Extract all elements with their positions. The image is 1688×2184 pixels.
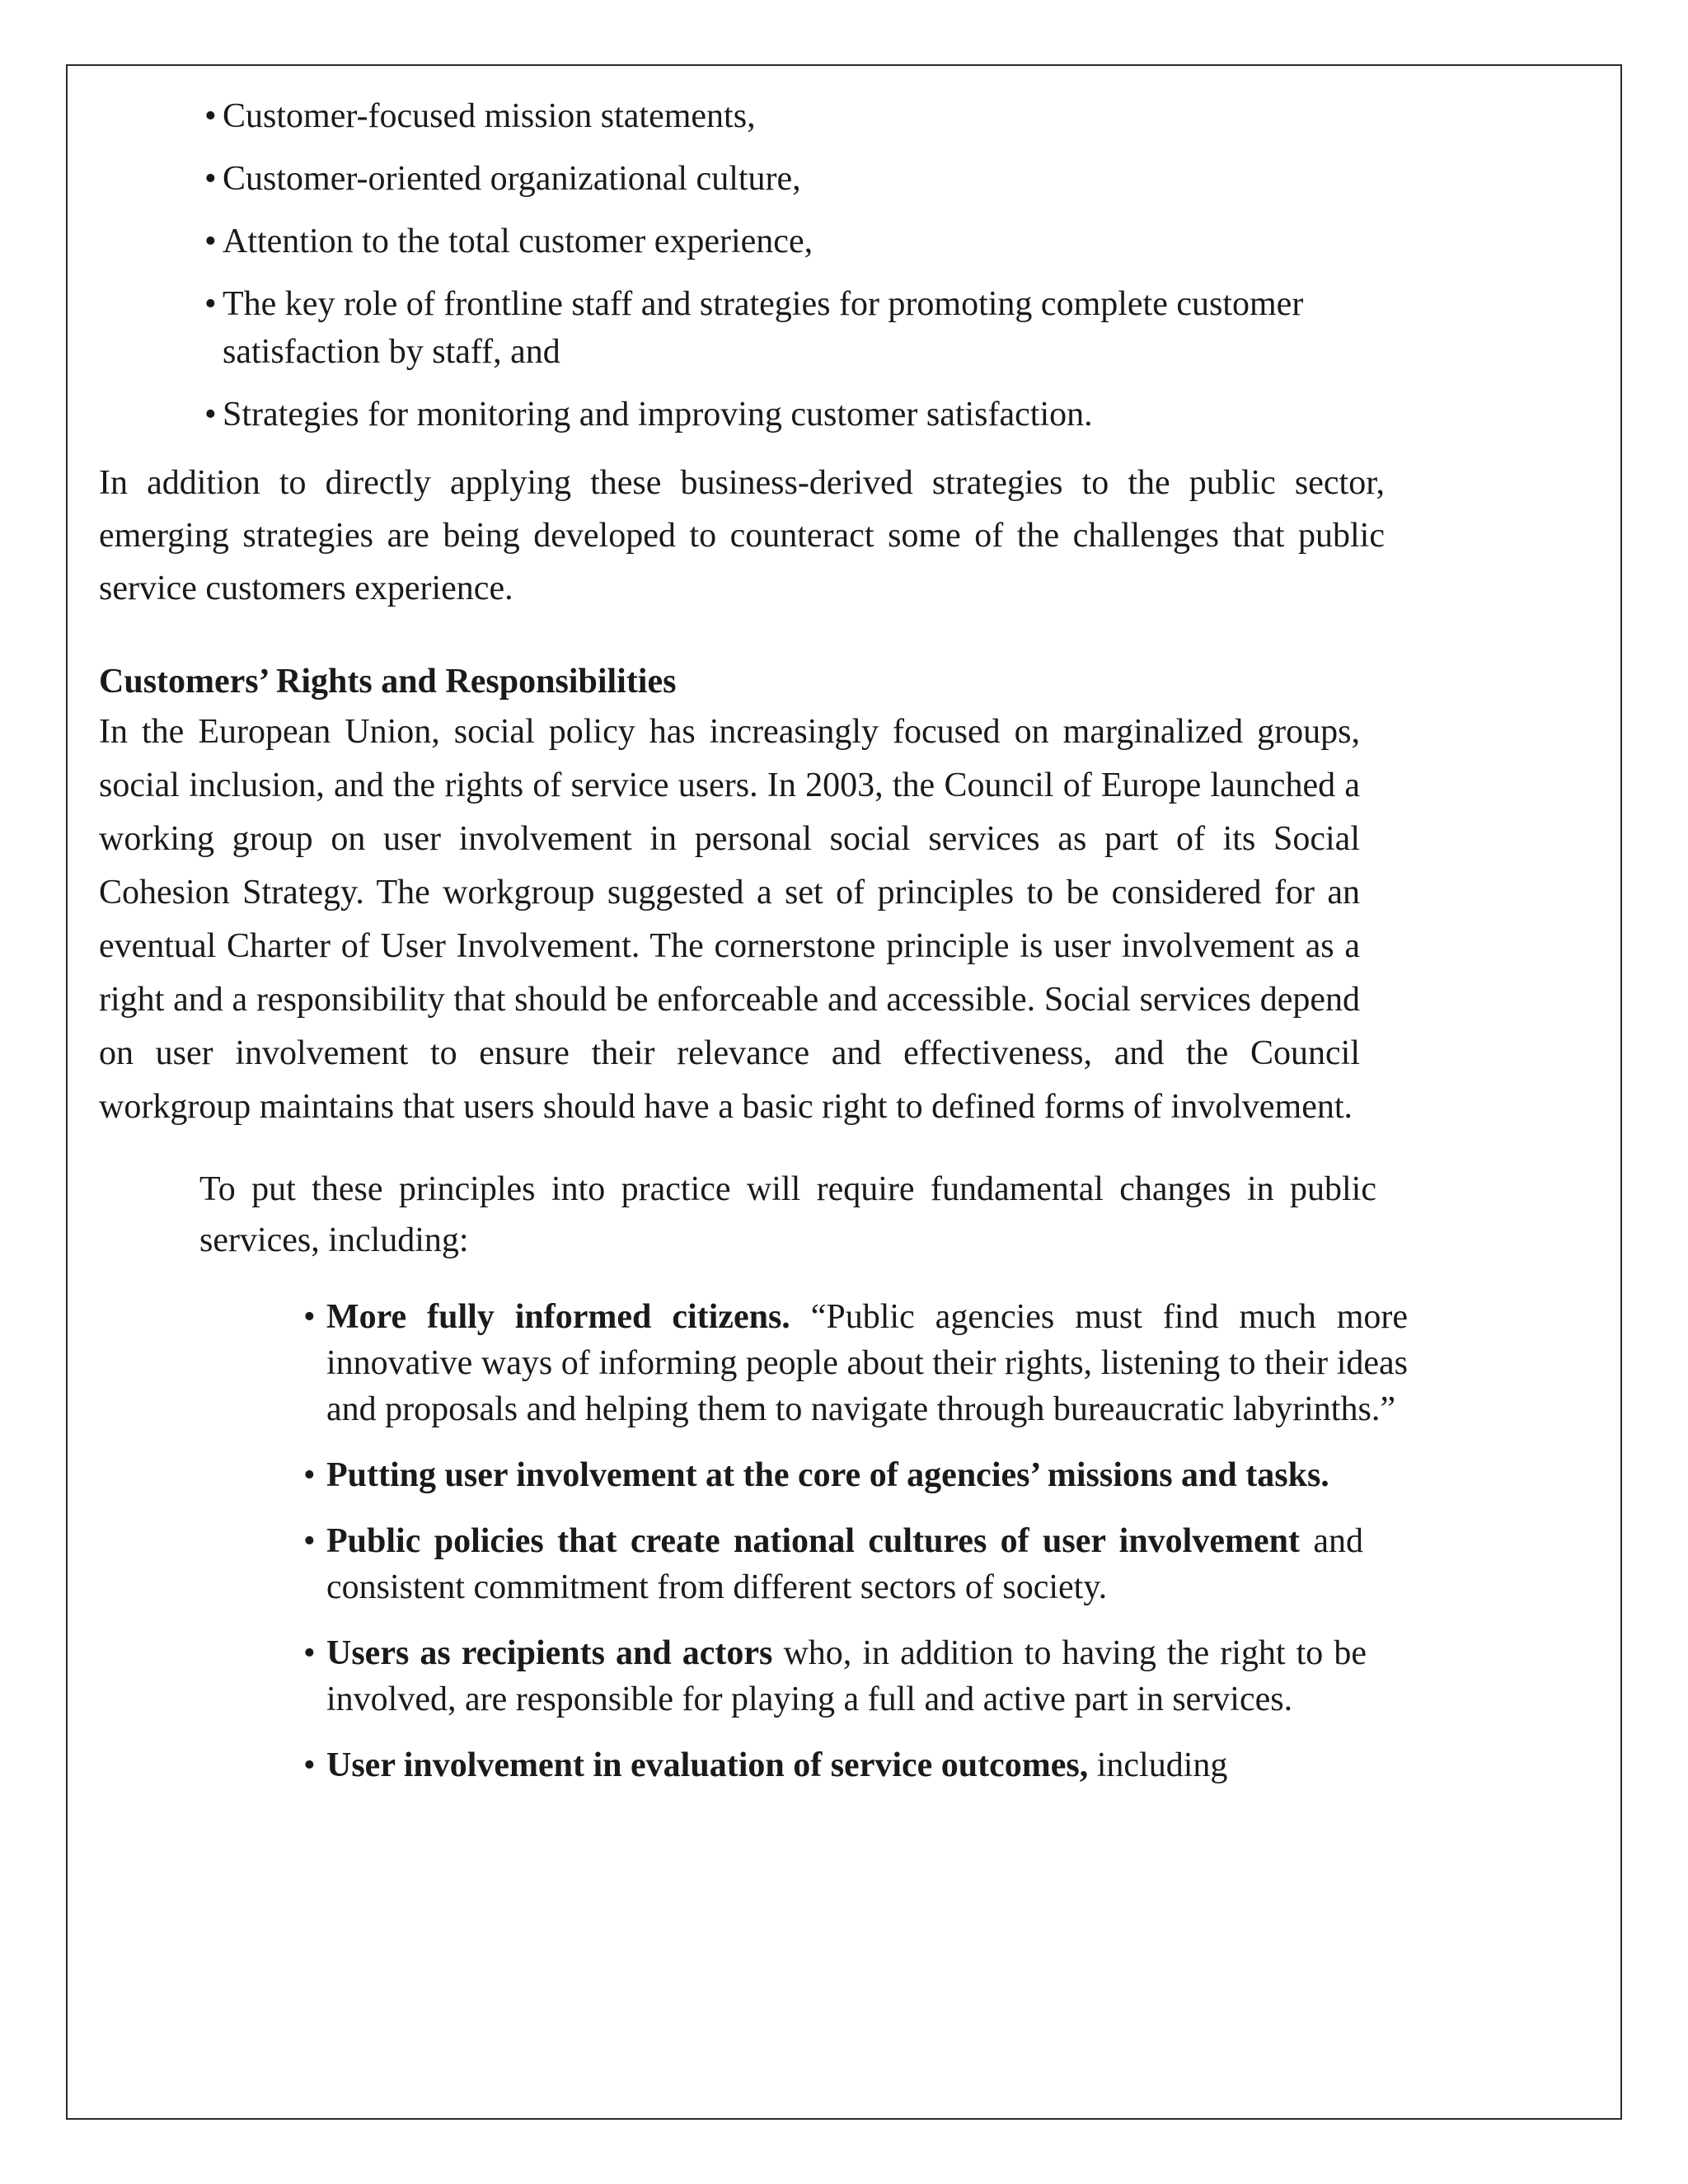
- principles-paragraph: To put these principles into practice will require fundamental changes in public services, including:: [199, 1170, 1376, 1259]
- fundamental-changes-list: [303, 1294, 1408, 1788]
- document-body: [99, 92, 1408, 1808]
- list-item: • Strategies for monitoring and improving customer satisfaction.: [204, 396, 1093, 434]
- section-heading: Customers’ Rights and Responsibilities: [99, 663, 677, 701]
- customer-strategies-list: [204, 92, 1383, 438]
- rights-paragraph: In the European Union, social policy has increasingly focused on marginalized groups, social inclusion, and the rights of service users. In 2003, the Council of Europe launched a working group on user involvement in personal social services as part of its Social Cohesion Strategy. The workgroup suggested a set of principles to be considered for an eventual Charter of User Involvement. The cornerstone principle is user involvement as a right and a responsibility that should be enforceable and accessible. Social services depend on user involvement to ensure their relevance and effectiveness, and the Council workgroup maintains that users should have a basic right to defined forms of involvement.: [99, 713, 1360, 1126]
- list-item: • Customer-oriented organizational culture,: [204, 160, 801, 198]
- list-item: • The key role of frontline staff and strategies for promoting complete customer satisfaction by staff, and: [204, 285, 1304, 371]
- list-item: • User involvement in evaluation of service outcomes, including: [303, 1746, 1228, 1784]
- list-item: • Users as recipients and actors who, in addition to having the right to be involved, are responsible for playing a full and active part in services.: [303, 1634, 1367, 1718]
- list-item: • Putting user involvement at the core of agencies’ missions and tasks.: [303, 1456, 1329, 1494]
- list-item: • Attention to the total customer experience,: [204, 223, 814, 260]
- intro-paragraph: In addition to directly applying these business-derived strategies to the public sector, emerging strategies are being developed to counteract some of the challenges that public service customers experience.: [99, 464, 1385, 607]
- list-item: • More fully informed citizens. “Public agencies must find much more innovative ways of informing people about their rights, listening to their ideas and proposals and helping them to navigate through bureaucratic labyrinths.”: [303, 1298, 1408, 1428]
- list-item: • Public policies that create national cultures of user involvement and consistent commitment from different sectors of society.: [303, 1522, 1363, 1606]
- list-item: • Customer-focused mission statements,: [204, 97, 756, 135]
